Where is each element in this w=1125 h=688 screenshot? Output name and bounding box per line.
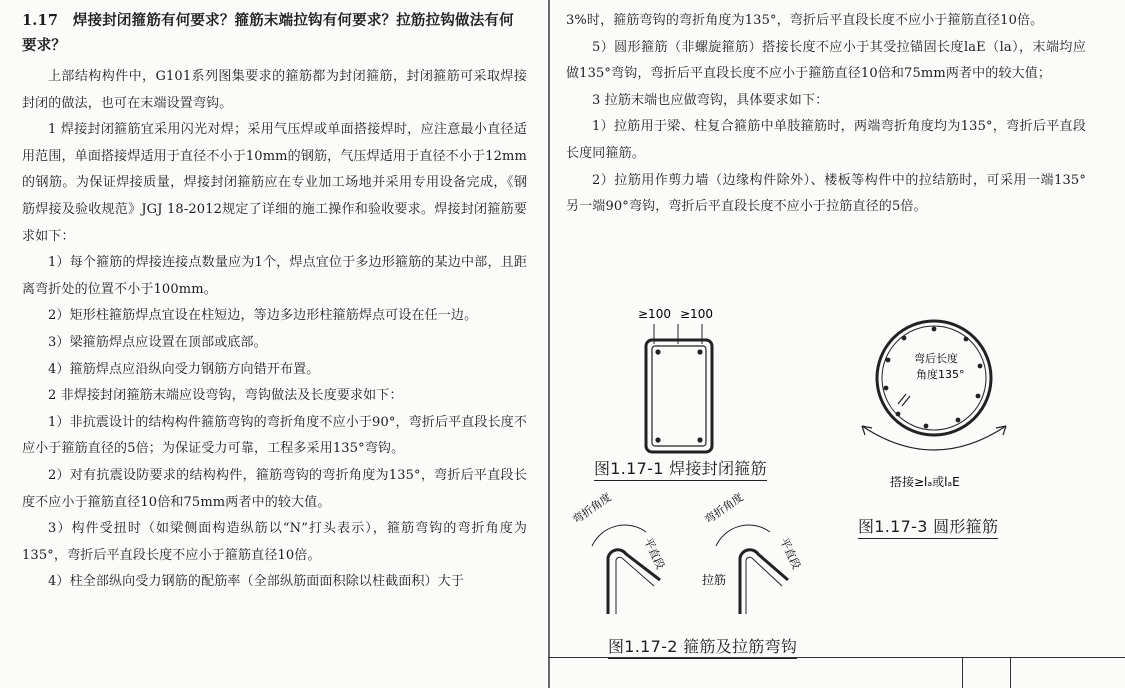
fig2-label-angle-right: 弯折角度 (702, 490, 746, 527)
fig1-dim-b: ≥100 (680, 307, 713, 321)
fig2-caption: 图1.17-2 箍筋及拉筋弯钩 (608, 634, 797, 659)
fig2-label-tie: 拉筋 (702, 573, 727, 587)
fig3-label-line1: 弯后长度 (914, 352, 958, 365)
left-column (22, 8, 527, 596)
paragraph: 3%时，箍筋弯钩的弯折角度为135°，弯折后平直段长度不应小于箍筋直径10倍。 (566, 13, 1044, 28)
paragraph: 3）梁箍筋焊点应设置在顶部或底部。 (48, 334, 267, 350)
paragraph: 上部结构构件中，G101系列图集要求的箍筋都为封闭箍筋，封闭箍筋可采取焊接封闭的做法，也可在末端设置弯钩。 (22, 69, 527, 111)
right-column (566, 8, 1086, 221)
fig3-label-line2: 角度135° (916, 368, 965, 381)
paragraph: 3）构件受扭时（如梁侧面构造纵筋以“N”打头表示），箍筋弯钩的弯折角度为135°，弯折后平直段长度不应小于箍筋直径10倍。 (22, 521, 527, 563)
paragraph: 1）拉筋用于梁、柱复合箍筋中单肢箍筋时，两端弯折角度均为135°，弯折后平直段长度同箍筋。 (566, 119, 1086, 161)
fig1-dim-a: ≥100 (638, 307, 671, 321)
fig3-caption: 图1.17-3 圆形箍筋 (858, 514, 998, 539)
table-col-rule (1010, 657, 1011, 688)
fig3-circular-stirrup (862, 321, 1006, 489)
paragraph: 5）圆形箍筋（非螺旋箍筋）搭接长度不应小于其受拉锚固长度laE（la），末端均应做135°弯钩，弯折后平直段长度不应小于箍筋直径10倍和75mm两者中的较大值； (566, 39, 1086, 82)
paragraph: 2）矩形柱箍筋焊点宜设在柱短边，等边多边形柱箍筋焊点可设在任一边。 (48, 308, 478, 324)
section-heading: 1.17 焊接封闭箍筋有何要求？箍筋末端拉钩有何要求？拉筋拉钩做法有何要求？ (22, 12, 514, 54)
fig1-welded-stirrup (638, 307, 713, 452)
paragraph: 2 非焊接封闭箍筋末端应设弯钩，弯钩做法及长度要求如下： (48, 388, 403, 404)
fig2-label-straight-left: 平直段 (641, 535, 668, 572)
fig3-lap-label: 搭接≥lₐ或lₐE (890, 475, 960, 489)
paragraph: 1）非抗震设计的结构构件箍筋弯钩的弯折角度不应小于90°，弯折后平直段长度不应小于箍筋直径的5倍；为保证受力可靠，工程多采用135°弯钩。 (22, 414, 528, 457)
paragraph: 1）每个箍筋的焊接连接点数量应为1个，焊点宜位于多边形箍筋的某边中部，且距离弯折处的位置不小于100mm。 (22, 255, 527, 297)
table-top-rule (548, 657, 1125, 658)
fig2-label-angle-left: 弯折角度 (570, 490, 614, 527)
paragraph: 3 拉筋末端也应做弯钩，具体要求如下： (592, 92, 829, 108)
table-col-rule (962, 657, 963, 688)
fig1-caption: 图1.17-1 焊接封闭箍筋 (594, 456, 767, 481)
fig2-hooks (570, 490, 804, 614)
column-divider (548, 0, 550, 688)
paragraph: 2）拉筋用作剪力墙（边缘构件除外）、楼板等构件中的拉结筋时，可采用一端135°另一端90°弯钩，弯折后平直段长度不应小于拉筋直径的5倍。 (566, 172, 1086, 215)
paragraph: 4）柱全部纵向受力钢筋的配筋率（全部纵筋面面积除以柱截面积）大于 (48, 574, 465, 590)
paragraph: 2）对有抗震设防要求的结构构件，箍筋弯钩的弯折角度为135°，弯折后平直段长度不应小于箍筋直径10倍和75mm两者中的较大值。 (22, 467, 527, 510)
paragraph: 4）箍筋焊点应沿纵向受力钢筋方向错开布置。 (48, 361, 320, 377)
paragraph: 1 焊接封闭箍筋宜采用闪光对焊；采用气压焊或单面搭接焊时，应注意最小直径适用范围，单面搭接焊适用于直径不小于10mm的钢筋，气压焊适用于直径不小于12mm的钢筋。为保证焊接质量，焊接封闭箍筋应在专业加工场地并采用专用设备完成，《钢筋焊接及验收规范》JGJ 18-2012规定了详细的施工操作和验收要求。焊接封闭箍筋要求如下： (22, 122, 527, 244)
fig2-label-straight-right: 平直段 (777, 535, 804, 572)
